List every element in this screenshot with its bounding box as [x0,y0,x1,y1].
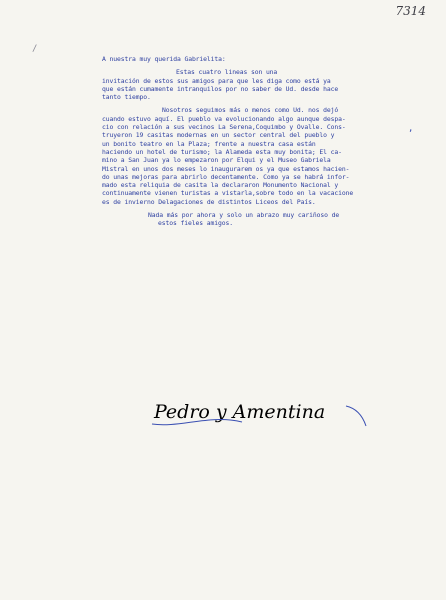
paragraph-line: invitación de estos sus amigos para que les diga como está ya [102,76,331,85]
closing-line: estos fieles amigos. [158,219,233,228]
paragraph-line: Nosotros seguimos más o menos como Ud. nos dejó [162,106,339,115]
paragraph-line: Mistral en unos dos meses lo inaugurarem os ya que estamos hacien- [102,164,350,173]
margin-tick-mark: / [32,44,38,54]
archive-number: 7314 [395,4,426,18]
paragraph-line: es de invierno Delagaciones de distintos Liceos del País. [102,197,316,206]
paragraph-line: haciendo un hotel de turismo; la Alameda esta muy bonita; El ca- [102,147,342,156]
paragraph-line: cio con relación a sus vecinos La Serena,Coquimbo y Ovalle. Cons- [102,123,346,132]
signature-scribble [150,384,390,436]
paragraph-line: mino a San Juan ya lo empezaron por Elqui y el Museo Gabriela [102,156,331,165]
closing-paragraph [102,211,402,228]
paragraph-line: continuamente vienen turistas a vistarla,sobre todo en la vacacione [102,189,354,198]
ink-blot-mark: , [408,124,414,134]
paragraph-line: tanto tiempo. [102,93,151,102]
paragraph-line: cuando estuvo aquí. El pueblo va evolucionando algo aunque despa- [102,114,346,123]
paragraph-line: que están cumamente intranquilos por no saber de Ud. desde hace [102,84,339,93]
paragraph-line: un bonito teatro en la Plaza; frente a nuestra casa están [102,139,316,148]
paragraph-2 [102,106,402,206]
handwritten-signature [150,384,390,436]
paragraph-1 [102,68,402,101]
paragraph-line: mado esta reliquia de casita la declararon Monumento Nacional y [102,181,339,190]
paragraph-line: Estas cuatro lineas son una [176,68,278,77]
paragraph-line: do unas mejoras para abrirlo decentamente. Como ya se habrá infor- [102,172,350,181]
closing-line: Nada más por ahora y solo un abrazo muy cariñoso de [148,211,340,220]
letter-greeting: A nuestra muy querida Gabrielita: [102,55,226,63]
letter-body [102,55,402,228]
signature-text: Pedro y Amentina [154,401,326,423]
signature-flourish [346,406,366,426]
paragraph-line: truyeron 19 casitas modernas en un sector central del pueblo y [102,131,335,140]
